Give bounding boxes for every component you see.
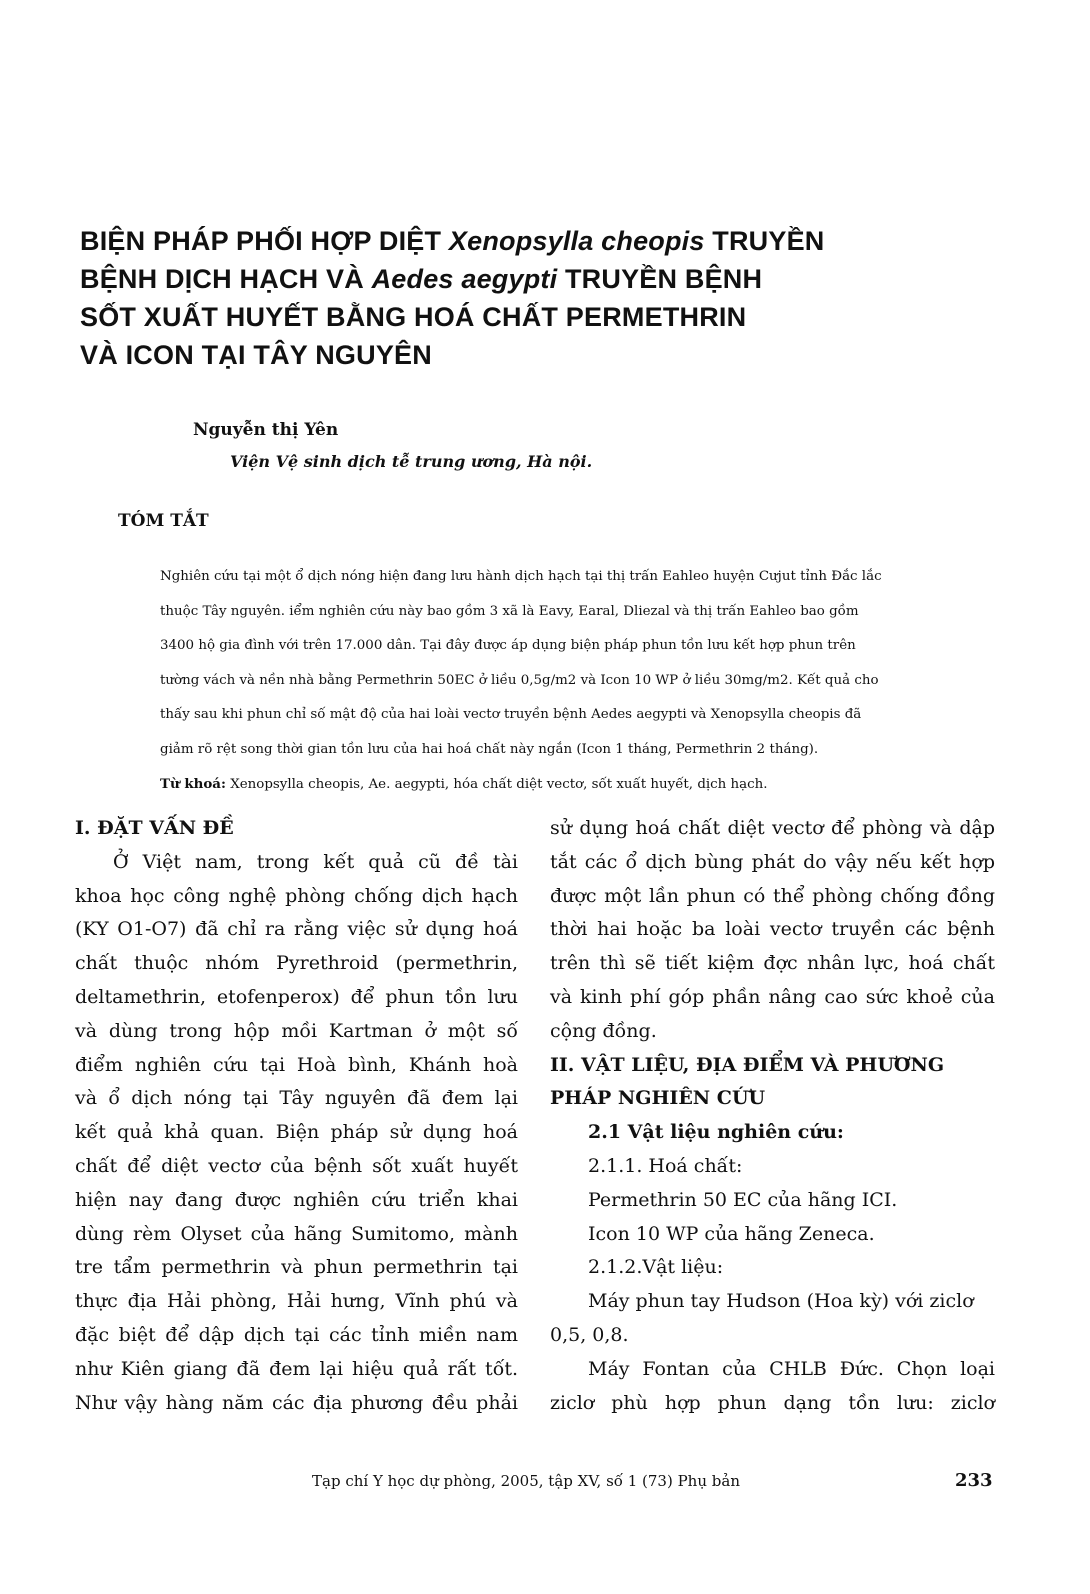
body-line: 0,5, 0,8. <box>550 1323 629 1346</box>
body-line: và ổ dịch nóng tại Tây nguyên đã đem lại <box>75 1087 518 1110</box>
right-column <box>550 812 995 1420</box>
body-line: Máy phun tay Hudson (Hoa kỳ) với ziclơ <box>588 1290 974 1313</box>
keywords <box>160 767 1020 803</box>
body-line: thực địa Hải phòng, Hải hưng, Vĩnh phú và <box>75 1290 518 1313</box>
body-line: và kinh phí góp phần nâng cao sức khoẻ của <box>550 985 995 1008</box>
body-line: và dùng trong hộp mồi Kartman ở một số <box>75 1019 518 1042</box>
body-line: chất để diệt vectơ của bệnh sốt xuất huyết <box>75 1154 518 1177</box>
body-line: deltamethrin, etofenperox) để phun tồn lưu <box>75 985 518 1008</box>
page-number: 233 <box>955 1470 993 1491</box>
body-line: dùng rèm Olyset của hãng Sumitomo, mành <box>75 1222 518 1245</box>
keywords-text: Xenopsylla cheopis, Ae. aegypti, hóa chất diệt vectơ, sốt xuất huyết, dịch hạch. <box>225 777 768 792</box>
body-line: tre tẩm permethrin và phun permethrin tại <box>75 1256 518 1279</box>
body-line: điểm nghiên cứu tại Hoà bình, Khánh hoà <box>75 1053 518 1076</box>
abstract-line: thấy sau khi phun chỉ số mật độ của hai loài vectơ truyền bệnh Aedes aegypti và Xenopsylla cheopis đã <box>160 707 862 722</box>
body-line: cộng đồng. <box>550 1019 657 1042</box>
section-heading: I. ĐẶT VẤN ĐỀ <box>75 817 234 839</box>
body-line: khoa học công nghệ phòng chống dịch hạch <box>75 884 518 907</box>
title-line: BỆNH DỊCH HẠCH VÀ Aedes aegypti TRUYỀN BỆNH <box>80 264 763 294</box>
body-line: (KY O1-O7) đã chỉ ra rằng việc sử dụng hoá <box>75 918 518 941</box>
abstract <box>160 560 1020 803</box>
left-column <box>75 812 518 1420</box>
body-line: 2.1.2.Vật liệu: <box>588 1256 724 1279</box>
body-line: ziclơ phù hợp phun dạng tồn lưu: ziclơ <box>550 1391 995 1414</box>
keywords-label: Từ khoá: <box>160 776 226 792</box>
body-line: Permethrin 50 EC của hãng ICI. <box>588 1188 898 1211</box>
body-line: thời hai hoặc ba loài vectơ truyền các bệnh <box>550 918 995 941</box>
abstract-line: thuộc Tây nguyên. iểm nghiên cứu này bao gồm 3 xã là Eavy, Earal, Dliezal và thị trấn Eahleo bao gồm <box>160 603 859 619</box>
title-line: SỐT XUẤT HUYẾT BẰNG HOÁ CHẤT PERMETHRIN <box>80 302 747 332</box>
subsection-heading: 2.1 Vật liệu nghiên cứu: <box>588 1121 844 1144</box>
section-heading: II. VẬT LIỆU, ĐỊA ĐIỂM VÀ PHƯƠNG <box>550 1053 945 1076</box>
body-line: Icon 10 WP của hãng Zeneca. <box>588 1222 875 1245</box>
section-heading: PHÁP NGHIÊN CỨU <box>550 1087 766 1110</box>
body-line: sử dụng hoá chất diệt vectơ để phòng và dập <box>550 817 995 839</box>
body-line: chất thuộc nhóm Pyrethroid (permethrin, <box>75 952 518 975</box>
affiliation: Viện Vệ sinh dịch tễ trung ương, Hà nội. <box>230 452 593 471</box>
journal-footer: Tạp chí Y học dự phòng, 2005, tập XV, số 1 (73) Phụ bản <box>312 1472 740 1490</box>
body-line: được một lần phun có thể phòng chống đồng <box>550 884 995 907</box>
abstract-line: giảm rõ rệt song thời gian tồn lưu của hai hoá chất này ngắn (Icon 1 tháng, Permethrin 2 tháng). <box>160 741 819 757</box>
body-line: hiện nay đang được nghiên cứu triển khai <box>75 1188 518 1211</box>
abstract-heading: TÓM TẮT <box>118 511 209 531</box>
title-line: VÀ ICON TẠI TÂY NGUYÊN <box>80 340 432 370</box>
body-line: kết quả khả quan. Biện pháp sử dụng hoá <box>75 1121 518 1144</box>
body-line: Như vậy hàng năm các địa phương đều phải <box>75 1391 518 1414</box>
body-line: đặc biệt để dập dịch tại các tỉnh miền nam <box>75 1323 518 1346</box>
body-line: 2.1.1. Hoá chất: <box>588 1154 743 1177</box>
author: Nguyễn thị Yên <box>193 420 339 440</box>
body-line: trên thì sẽ tiết kiệm đợc nhân lực, hoá chất <box>550 952 995 975</box>
abstract-line: tường vách và nền nhà bằng Permethrin 50EC ở liều 0,5g/m2 và Icon 10 WP ở liều 30mg/m2. Kết quả cho <box>160 672 879 688</box>
body-line: tắt các ổ dịch bùng phát do vậy nếu kết hợp <box>550 850 995 873</box>
title-line: BIỆN PHÁP PHỐI HỢP DIỆT Xenopsylla cheopis TRUYỀN <box>80 226 825 256</box>
body-line: như Kiên giang đã đem lại hiệu quả rất tốt. <box>75 1357 518 1380</box>
paper-title <box>80 222 825 374</box>
abstract-line: 3400 hộ gia đình với trên 17.000 dân. Tại đây được áp dụng biện pháp phun tồn lưu kết hợp phun trên <box>160 638 856 653</box>
abstract-line: Nghiên cứu tại một ổ dịch nóng hiện đang lưu hành dịch hạch tại thị trấn Eahleo huyện Cưjut tỉnh Đắc lắc <box>160 569 882 584</box>
body-line: Ở Việt nam, trong kết quả cũ đề tài <box>113 850 518 873</box>
body-line: Máy Fontan của CHLB Đức. Chọn loại <box>588 1357 995 1380</box>
